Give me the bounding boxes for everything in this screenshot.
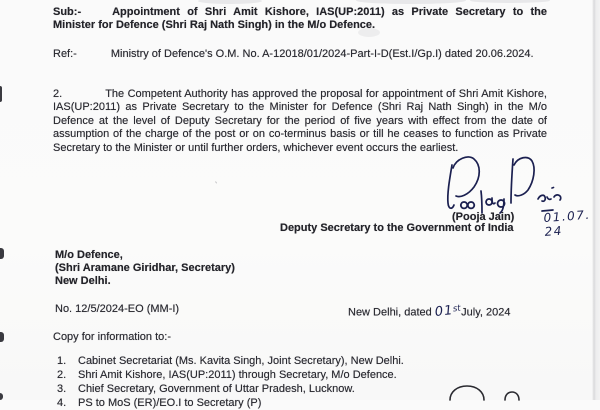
reference-text: Ministry of Defence's O.M. No. A-12018/01/2024-Part-I-D(Est.I/Gp.I) dated 20.06.2024. [110, 48, 534, 60]
reference-label: Ref:- [53, 48, 77, 60]
item-text: Shri Amit Kishore, IAS(UP:2011) through Secretary, M/o Defence. [78, 369, 397, 381]
date-line-suffix: July, 2024 [461, 306, 511, 319]
scan-edge-blob [0, 393, 3, 400]
scan-ink-speck: ` [210, 179, 219, 191]
subject-text: Appointment of Shri Amit Kishore, IAS(UP:2011) as Private Secretary to the Minister for Defence (Shri Raj Nath Singh) in the M/o Defence. [53, 6, 547, 32]
item-number: 2. [57, 369, 67, 381]
copy-list-item [57, 355, 404, 368]
scan-edge-blob [0, 332, 4, 342]
body-paragraph [53, 88, 547, 155]
addressee-block [55, 249, 235, 289]
handwritten-signature-date: 01.07. 24 [543, 207, 592, 239]
handwritten-day: 01 [433, 302, 454, 320]
file-number: No. 12/5/2024-EO (MM-I) [55, 303, 180, 315]
item-text: Cabinet Secretariat (Ms. Kavita Singh, Joint Secretary), New Delhi. [78, 355, 404, 367]
item-text: PS to MoS (ER)/EO.I to Secretary (P) [78, 397, 262, 409]
scan-edge-blob [0, 86, 2, 102]
signatory-name: (Pooja Jain) [452, 211, 515, 223]
date-line [348, 303, 510, 320]
reference-block [53, 48, 547, 61]
handwritten-ordinal: st [452, 303, 462, 315]
addressee-line: New Delhi. [55, 275, 111, 288]
label-gap [77, 56, 111, 57]
item-number: 1. [57, 355, 67, 367]
item-text: Chief Secretary, Government of Uttar Pradesh, Lucknow. [78, 383, 355, 395]
item-number: 3. [57, 383, 67, 395]
date-line-prefix: New Delhi, dated [348, 306, 435, 319]
copy-list-item [57, 383, 355, 396]
label-gap [81, 14, 112, 15]
label-gap [62, 96, 105, 97]
addressee-line: M/o Defence, [55, 249, 123, 261]
scan-smudge [470, 0, 550, 3]
paragraph-number: 2. [53, 88, 63, 100]
subject-block [53, 6, 547, 33]
subject-label: Sub:- [53, 6, 82, 18]
item-number: 4. [57, 397, 67, 409]
signature-scrawl [438, 153, 600, 217]
copy-list-item [57, 369, 397, 382]
signatory-designation: Deputy Secretary to the Government of India [280, 222, 514, 234]
scan-edge-blob [0, 248, 4, 259]
copy-list-item-clipped [57, 397, 261, 410]
handwritten-circle-marks [445, 382, 545, 400]
addressee-line: (Shri Aramane Giridhar, Secretary) [55, 262, 235, 275]
copy-list-heading: Copy for information to:- [53, 331, 171, 343]
scan-smudge [198, 0, 262, 4]
paragraph-text: The Competent Authority has approved the proposal for appointment of Shri Amit Kishore, IAS(UP:2011) as Private Secretary to the Minister for Defence (Shri Raj Nath Singh) in the M/o Defence at the level of Deputy Secretary for the period of five years with effect from the date of assumption of the charge of the post or on co-terminus basis or till he ceases to function as Private Secretary to the Minister or until further orders, whichever event occurs the earliest. [53, 88, 547, 154]
scan-smudge [356, 0, 466, 4]
